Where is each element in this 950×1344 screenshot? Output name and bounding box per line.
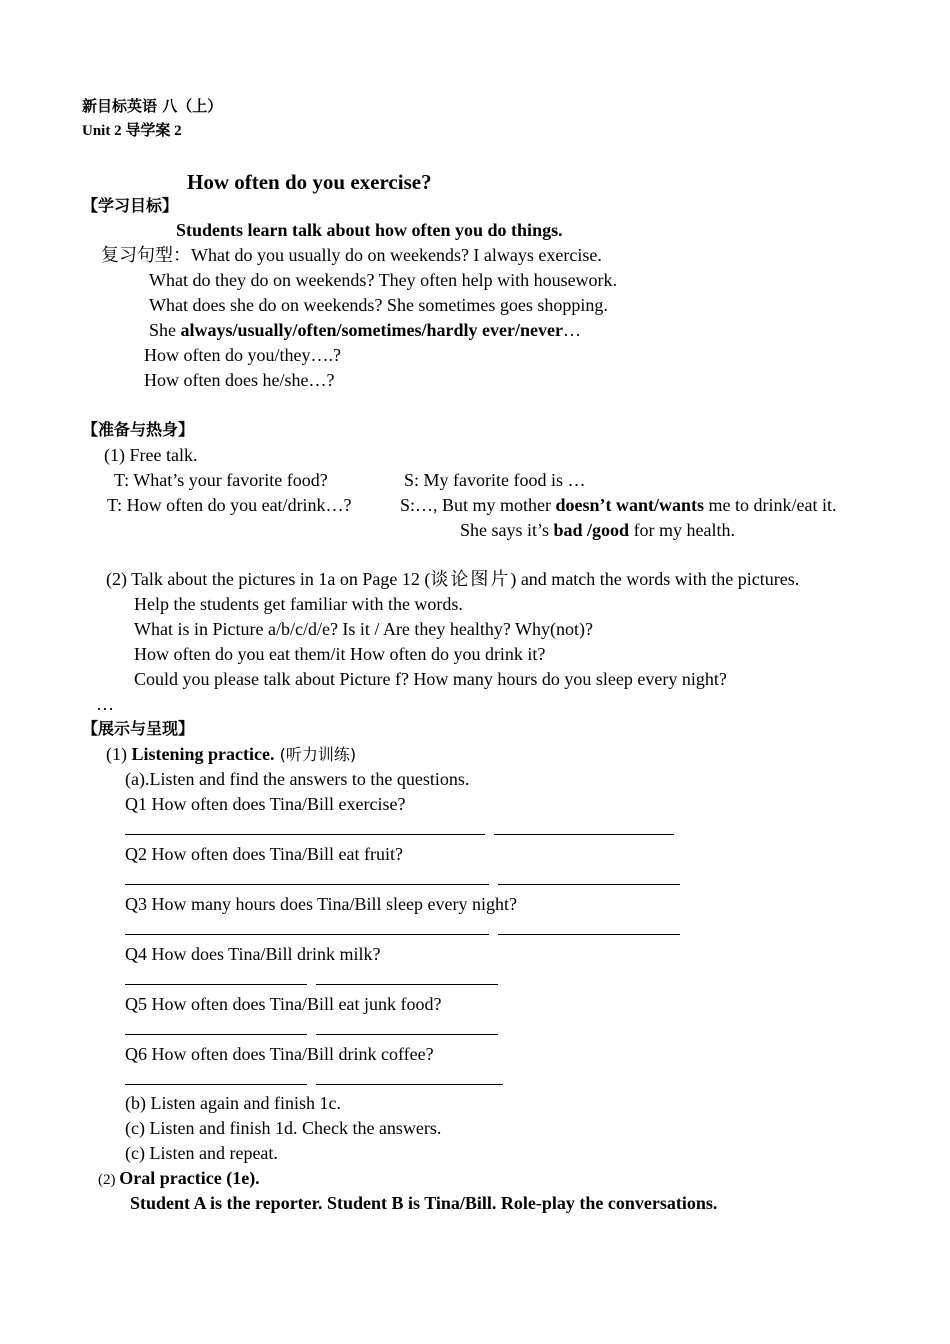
question-1: Q1 How often does Tina/Bill exercise?	[125, 794, 406, 814]
free-talk: (1) Free talk.	[104, 445, 198, 465]
p2-part-b: ) and match the words with the pictures.	[510, 569, 800, 589]
listen-c-line-1: (c) Listen and finish 1d. Check the answers.	[125, 1118, 442, 1138]
answer-line-5[interactable]	[125, 1018, 498, 1040]
s3-bold: bad /good	[553, 520, 630, 540]
teacher-line-1: T: What’s your favorite food?	[114, 470, 328, 490]
page-title: How often do you exercise?	[187, 170, 432, 194]
s3-suffix: for my health.	[629, 520, 736, 540]
p2-line-2: Help the students get familiar with the words.	[134, 594, 463, 614]
oral-instruction: Student A is the reporter. Student B is Tina/Bill. Role-play the conversations.	[130, 1193, 718, 1213]
teacher-line-2: T: How often do you eat/drink…?	[107, 495, 352, 515]
listen-c-line-2: (c) Listen and repeat.	[125, 1143, 278, 1163]
review-line-5: How often do you/they….?	[144, 345, 341, 365]
s2-bold: doesn’t want/wants	[555, 495, 705, 515]
student-line-3	[460, 519, 735, 541]
student-line-2	[400, 494, 837, 516]
warmup-heading: 【准备与热身】	[82, 420, 195, 439]
listen-a-line: (a).Listen and find the answers to the questions.	[125, 769, 470, 789]
s2-prefix: S:…, But my mother	[400, 495, 556, 515]
answer-line-2[interactable]	[125, 868, 680, 890]
p2-line-4: How often do you eat them/it How often do you drink it?	[134, 644, 546, 664]
review-label: 复习句型：	[101, 245, 191, 266]
presentation-heading: 【展示与呈现】	[82, 719, 195, 738]
review-line-4	[149, 319, 581, 341]
answer-line-6[interactable]	[125, 1068, 503, 1090]
s2-suffix: me to drink/eat it.	[704, 495, 837, 515]
book-title: 新目标英语 八（上）	[82, 97, 223, 115]
student-line-1: S: My favorite food is …	[404, 470, 586, 490]
review-line-6: How often does he/she…?	[144, 370, 335, 390]
review-line-2: What do they do on weekends? They often help with housework.	[149, 270, 618, 290]
listening-practice	[106, 743, 356, 766]
question-5: Q5 How often does Tina/Bill eat junk food?	[125, 994, 442, 1014]
talk-pictures-line	[106, 568, 799, 591]
p2-chinese: 谈论图片	[430, 569, 511, 590]
unit-label: Unit 2 导学案 2	[82, 123, 182, 139]
p2-part-a: (2) Talk about the pictures in 1a on Page 12 (	[106, 569, 431, 589]
review-text-1: What do you usually do on weekends? I always exercise.	[191, 245, 602, 265]
p2-line-5: Could you please talk about Picture f? How many hours do you sleep every night?	[134, 669, 727, 689]
s3-prefix: She says it’s	[460, 520, 554, 540]
oral-label: Oral practice (1e).	[119, 1168, 260, 1188]
ellipsis: …	[96, 694, 114, 714]
goals-heading: 【学习目标】	[82, 196, 179, 215]
answer-line-3[interactable]	[125, 918, 680, 940]
question-6: Q6 How often does Tina/Bill drink coffee?	[125, 1044, 434, 1064]
question-2: Q2 How often does Tina/Bill eat fruit?	[125, 844, 403, 864]
review-line-1	[101, 244, 602, 267]
goals-statement: Students learn talk about how often you do things.	[176, 220, 563, 240]
answer-line-4[interactable]	[125, 968, 498, 990]
frequency-words: always/usually/often/sometimes/hardly ever/never	[180, 320, 563, 340]
listen-b-line: (b) Listen again and finish 1c.	[125, 1093, 341, 1113]
oral-num: (2)	[98, 1172, 120, 1188]
oral-practice	[98, 1167, 260, 1191]
question-4: Q4 How does Tina/Bill drink milk?	[125, 944, 381, 964]
question-3: Q3 How many hours does Tina/Bill sleep every night?	[125, 894, 517, 914]
p2-line-3: What is in Picture a/b/c/d/e? Is it / Are they healthy? Why(not)?	[134, 619, 594, 639]
listening-cn: (听力训练)	[274, 745, 357, 764]
answer-line-1[interactable]	[125, 818, 674, 840]
review-4-suffix: …	[562, 320, 581, 340]
review-line-3: What does she do on weekends? She sometimes goes shopping.	[149, 295, 608, 315]
listening-label: Listening practice.	[131, 744, 275, 764]
review-4-prefix: She	[149, 320, 181, 340]
listening-num: (1)	[106, 744, 132, 764]
